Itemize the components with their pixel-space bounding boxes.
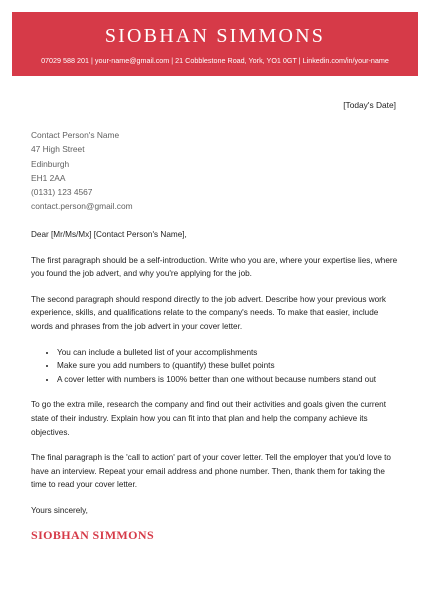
accomplishments-list [31, 346, 399, 387]
closing: Yours sincerely, [31, 505, 88, 515]
salutation: Dear [Mr/Ms/Mx] [Contact Person's Name], [31, 230, 187, 239]
list-item: • Make sure you add numbers to (quantify) these bullet points [57, 359, 399, 373]
recipient-city: Edinburgh [31, 158, 70, 169]
paragraph-intro: The first paragraph should be a self-introduction. Write who you are, where your expertise lies, where you found the job advert, and why you're applying for the job. [31, 255, 398, 279]
list-item: • A cover letter with numbers is 100% better than one without because numbers stand out [57, 373, 399, 387]
contact-line: 07029 588 201 | your-name@gmail.com | 21 Cobblestone Road, York, YO1 0GT | Linkedin.com/in/your-name [41, 56, 389, 65]
recipient-block [31, 128, 133, 214]
letter-body [31, 228, 399, 542]
recipient-email: contact.person@gmail.com [31, 201, 133, 212]
recipient-name: Contact Person's Name [31, 130, 120, 140]
applicant-name: SIOBHAN SIMMONS [104, 25, 326, 47]
recipient-postcode: EH1 2AA [31, 172, 66, 183]
header-banner [12, 12, 418, 76]
recipient-phone: (0131) 123 4567 [31, 187, 93, 198]
paragraph-call-to-action: The final paragraph is the 'call to action' part of your cover letter. Tell the employer that you'd love to have an interview. Repeat your email address and phone number. Then, thank them for taking the time to read your cover letter. [31, 453, 391, 490]
recipient-street: 47 High Street [31, 144, 85, 155]
date-field: [Today's Date] [343, 100, 396, 110]
list-item: • You can include a bulleted list of your accomplishments [57, 346, 399, 360]
signature: SIOBHAN SIMMONS [31, 527, 155, 542]
paragraph-experience: The second paragraph should respond directly to the job advert. Describe how your previous work experience, skills, and qualifications relate to the company's needs. To make that easier, include words and phrases from the job advert in your cover letter. [31, 294, 386, 331]
paragraph-research: To go the extra mile, research the company and find out their activities and goals given the current state of their industry. Explain how you can fit into that plan and help the company achieve its objectives. [31, 400, 386, 437]
